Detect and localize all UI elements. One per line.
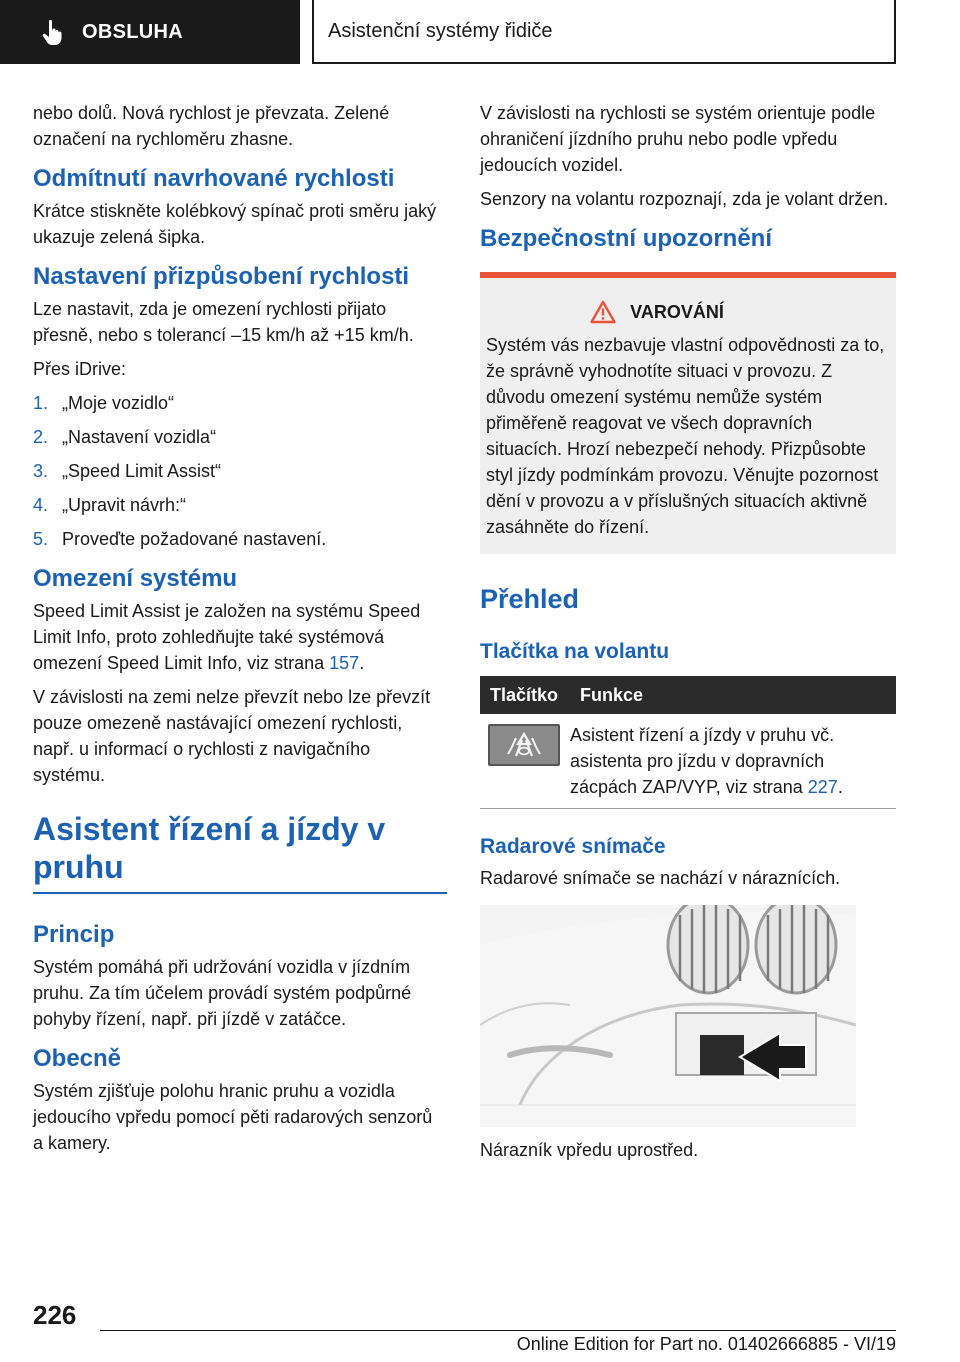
- warning-box: [480, 272, 896, 554]
- list-item: [33, 526, 447, 552]
- bumper-illustration: [480, 905, 856, 1127]
- heading-general: Obecně: [33, 1045, 122, 1072]
- page-link-227[interactable]: 227: [807, 777, 838, 797]
- step-text: „Nastavení vozidla“: [62, 427, 217, 447]
- general-paragraph: Systém zjišťuje polohu hranic pruhu a vozidla jedoucího vpředu pomocí pěti radarových senzorů a kamery.: [33, 1081, 433, 1153]
- step-number: 5.: [33, 529, 49, 549]
- lane-assist-button-icon: [488, 724, 560, 766]
- warning-title: VAROVÁNÍ: [486, 300, 888, 324]
- column-header-button: Tlačítko: [480, 676, 570, 714]
- step-text: Proveďte požadované nastavení.: [62, 529, 327, 549]
- list-item: [33, 458, 447, 484]
- step-number: 1.: [33, 393, 49, 413]
- heading-steering-buttons: Tlačítka na volantu: [480, 640, 670, 663]
- section-tab: [0, 0, 300, 64]
- table-row: [480, 714, 896, 809]
- list-item: [33, 492, 447, 518]
- list-item: [33, 390, 447, 416]
- column-header-function: Funkce: [570, 676, 896, 714]
- steering-sensors-paragraph: Senzory na volantu rozpoznají, zda je volant držen.: [480, 189, 889, 209]
- step-text: „Speed Limit Assist“: [62, 461, 222, 481]
- limits-paragraph-2: V závislosti na zemi nelze převzít nebo lze převzít pouze omezeně nastávající omezení rychlosti, např. u informací o rychlosti z navigačního systému.: [33, 687, 431, 785]
- footer-divider: [100, 1330, 896, 1331]
- step-number: 4.: [33, 495, 49, 515]
- step-number: 2.: [33, 427, 49, 447]
- warning-triangle-icon: [590, 300, 616, 324]
- idrive-steps: [33, 390, 447, 552]
- idrive-label: Přes iDrive:: [33, 359, 127, 379]
- heading-reject-speed: Odmítnutí navrhované rychlosti: [33, 165, 395, 192]
- hand-pointer-icon: [38, 17, 68, 47]
- limits-paragraph-1: Speed Limit Assist je založen na systému Speed Limit Info, proto zohledňujte také systémová omezení Speed Limit Info, viz strana 157.: [33, 601, 421, 673]
- orientation-paragraph: V závislosti na rychlosti se systém orientuje podle ohraničení jízdního pruhu nebo podle vpředu jedoucích vozidel.: [480, 103, 876, 175]
- figure-caption: Nárazník vpředu uprostřed.: [480, 1140, 699, 1160]
- warning-text: Systém vás nezbavuje vlastní odpovědnosti za to, že správně vyhodnotíte situaci v provozu. Z důvodu omezení systému nemůže systém přiměřeně reagovat ve všech dopravních situacích. Hrozí nebezpečí nehody. Přizpůsobte styl jízdy podmínkám provozu. Věnujte pozornost dění v provozu a v příslušných situacích aktivně zasáhněte do řízení.: [486, 335, 885, 537]
- heading-lane-assistant: Asistent řízení a jízdy v pruhu: [33, 810, 447, 894]
- heading-adjust-speed: Nastavení přizpůsobení rychlosti: [33, 263, 410, 290]
- step-number: 3.: [33, 461, 49, 481]
- page-number: 226: [33, 1300, 77, 1330]
- section-label: OBSLUHA: [82, 20, 183, 43]
- adjust-paragraph: Lze nastavit, zda je omezení rychlosti přijato přesně, nebo s tolerancí –15 km/h až +15 km/h.: [33, 299, 414, 345]
- chapter-title: Asistenční systémy řidiče: [312, 0, 896, 64]
- edition-info: Online Edition for Part no. 01402666885 - VI/19: [516, 1334, 896, 1354]
- heading-overview: Přehled: [480, 584, 580, 614]
- reject-paragraph: Krátce stiskněte kolébkový spínač proti směru jaký ukazuje zelená šipka.: [33, 201, 437, 247]
- function-cell: Asistent řízení a jízdy v pruhu vč. asistenta pro jízdu v dopravních zácpách ZAP/VYP, viz strana 227.: [570, 714, 896, 809]
- list-item: [33, 424, 447, 450]
- page-link-157[interactable]: 157: [329, 653, 360, 673]
- table-header-row: [480, 676, 896, 714]
- step-text: „Upravit návrh:“: [62, 495, 187, 515]
- radar-paragraph: Radarové snímače se nachází v náraznících.: [480, 868, 841, 888]
- heading-system-limits: Omezení systému: [33, 565, 238, 592]
- principle-paragraph: Systém pomáhá při udržování vozidla v jízdním pruhu. Za tím účelem provádí systém podpůrné pohyby řízení, např. při jízdě v zatáčce.: [33, 957, 412, 1029]
- intro-paragraph: nebo dolů. Nová rychlost je převzata. Zelené označení na rychloměru zhasne.: [33, 103, 390, 149]
- right-column: [480, 100, 896, 1171]
- heading-safety: Bezpečnostní upozornění: [480, 225, 773, 252]
- step-text: „Moje vozidlo“: [62, 393, 175, 413]
- left-column: [33, 100, 447, 1164]
- heading-principle: Princip: [33, 921, 115, 948]
- heading-radar-sensors: Radarové snímače: [480, 835, 666, 858]
- buttons-table: [480, 676, 896, 809]
